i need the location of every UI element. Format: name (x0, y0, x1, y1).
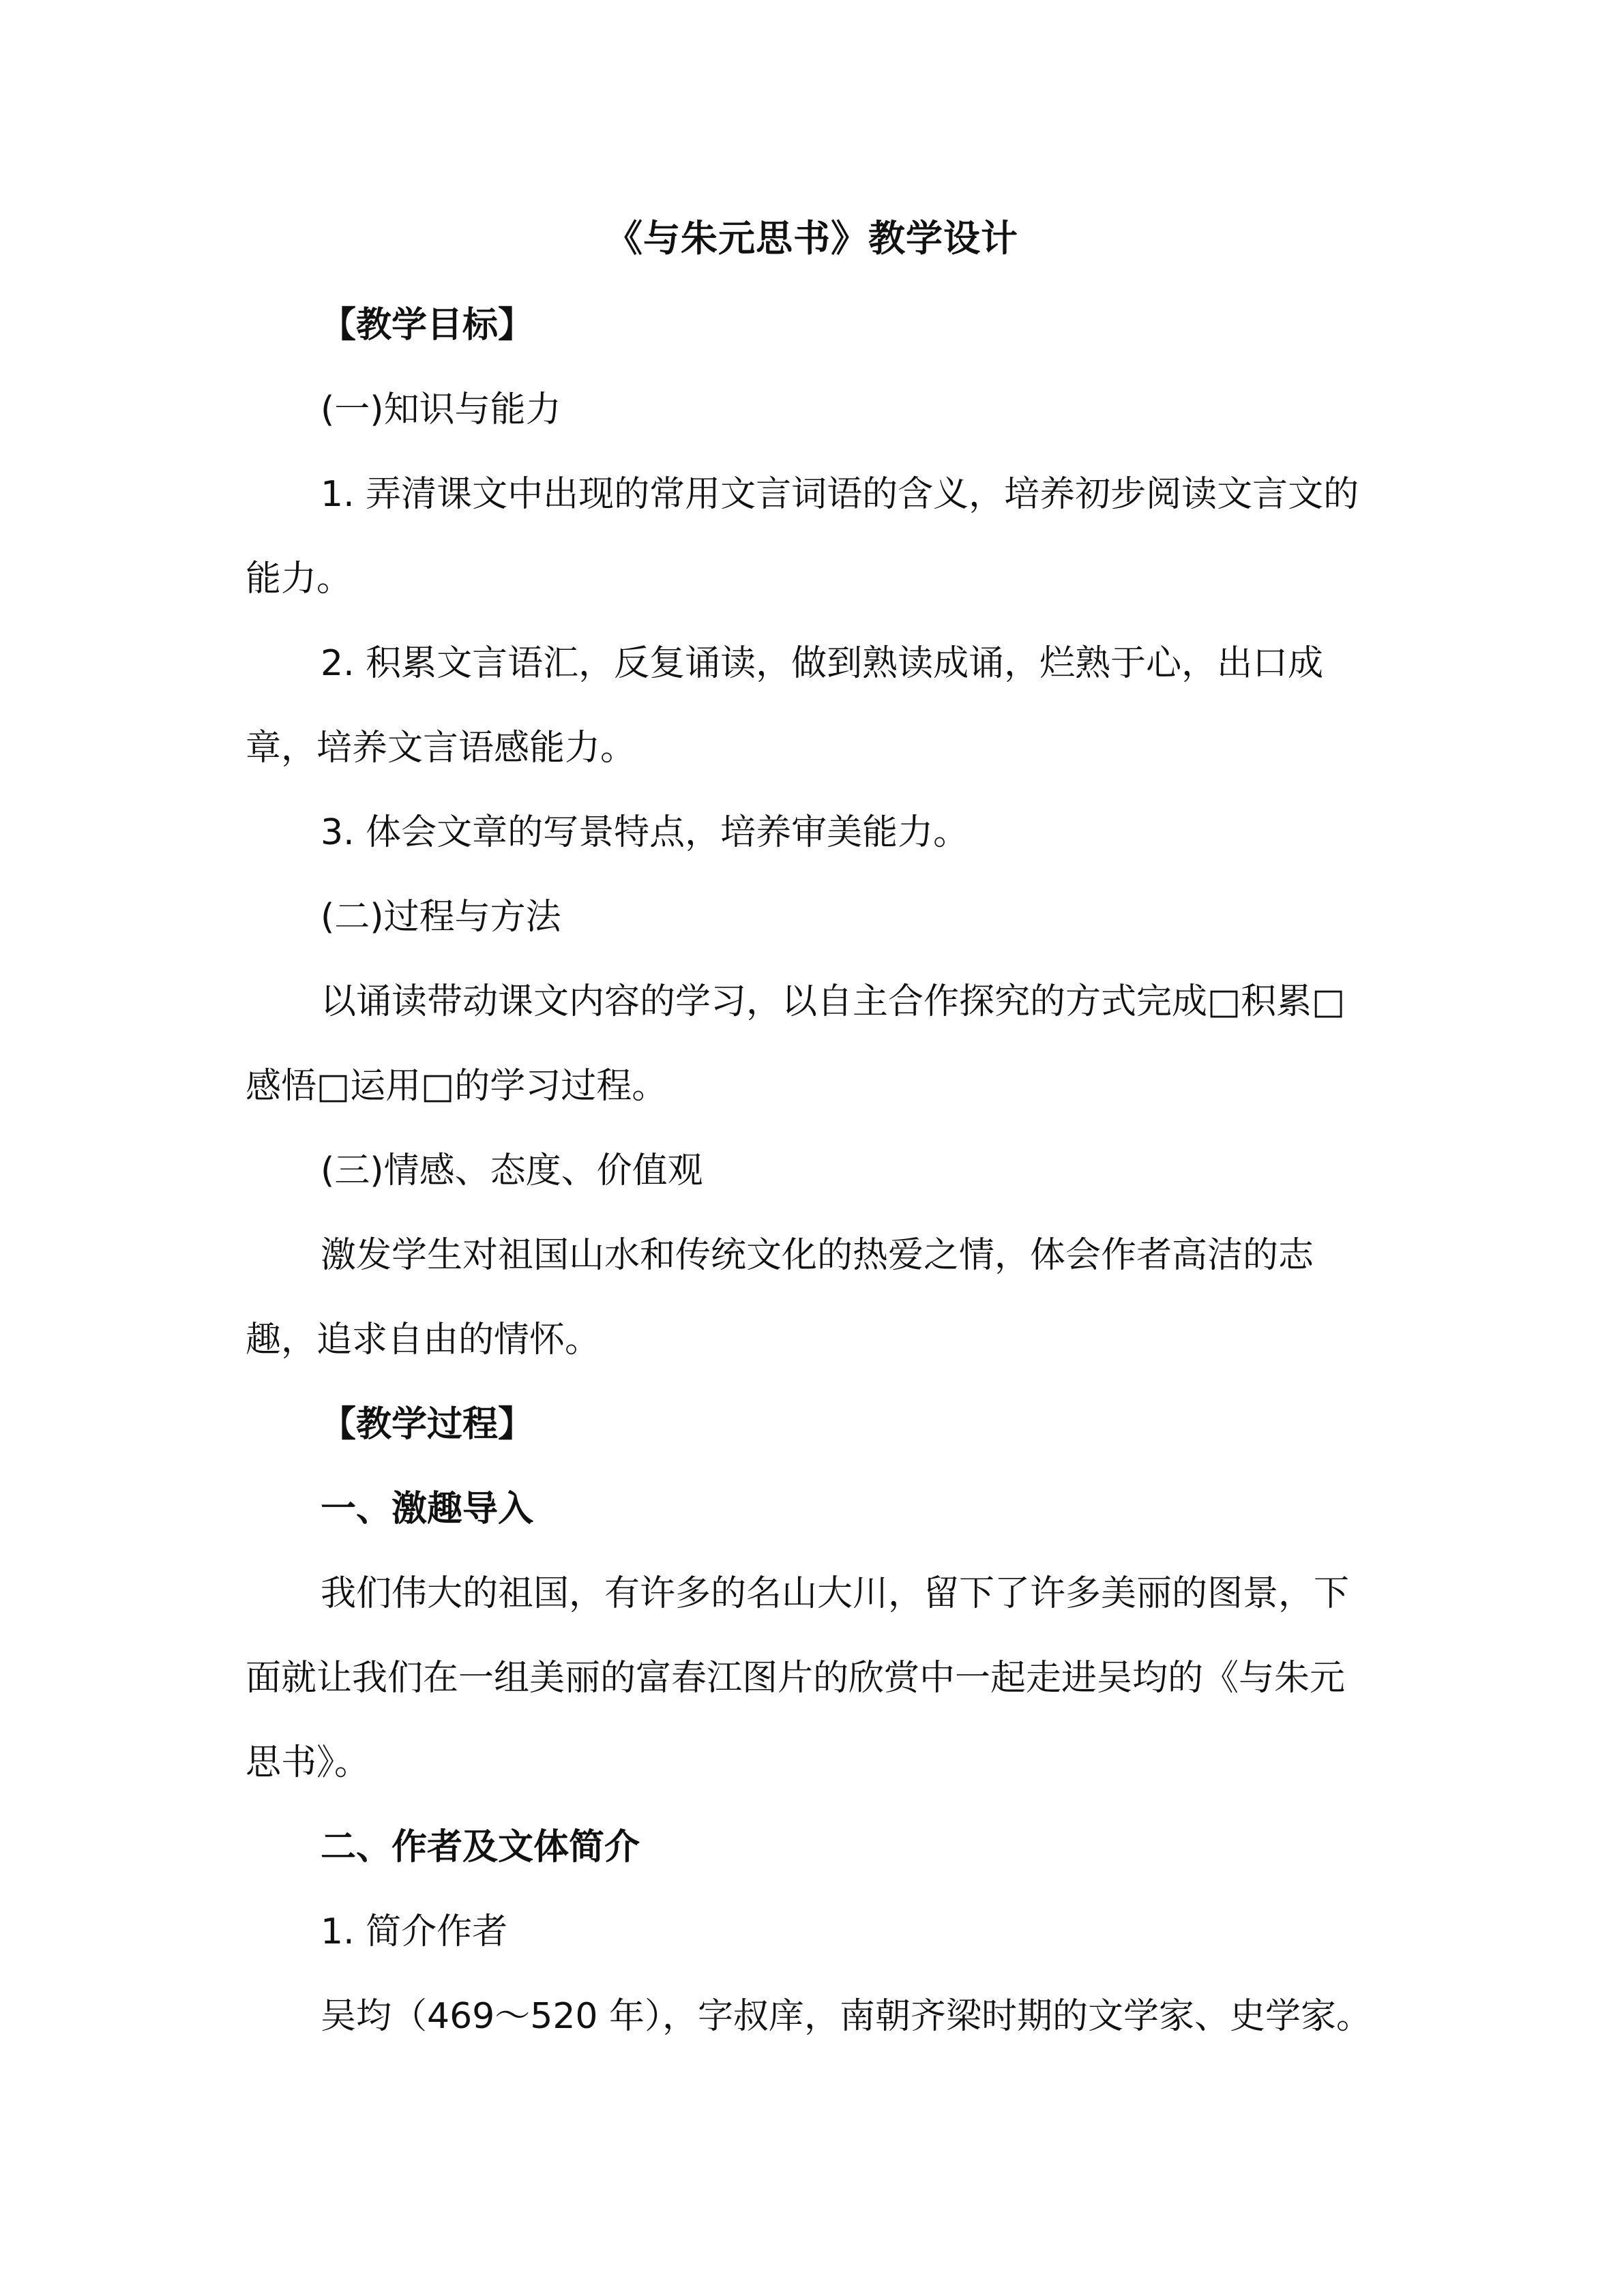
process-method-text: 以诵读带动课文内容的学习，以自主合作探究的方式完成□积累□感悟□运用□的学习过程。 (246, 981, 1346, 1107)
section-heading-teaching-process: 【教学过程】 (321, 1404, 534, 1445)
introduction-text: 我们伟大的祖国，有许多的名山大川，留下了许多美丽的图景，下面就让我们在一组美丽的富春江图片的欣赏中一起走进吴均的《与朱元思书》。 (246, 1573, 1350, 1783)
subheading-knowledge-ability: (一)知识与能力 (321, 389, 561, 430)
subheading-author-intro: 1. 简介作者 (321, 1911, 508, 1952)
document-title: 《与朱元思书》教学设计 (606, 217, 1018, 260)
step-heading-author-genre: 二、作者及文体简介 (321, 1827, 640, 1868)
subheading-process-method: (二)过程与方法 (321, 897, 561, 938)
goal-item-3: 3. 体会文章的写景特点，培养审美能力。 (321, 812, 969, 853)
subheading-emotion-attitude-values: (三)情感、态度、价值观 (321, 1150, 703, 1191)
goal-item-1: 1. 弄清课文中出现的常用文言词语的含义，培养初步阅读文言文的能力。 (246, 474, 1359, 599)
emotion-text: 激发学生对祖国山水和传统文化的热爱之情，体会作者高洁的志趣，追求自由的情怀。 (246, 1235, 1314, 1360)
step-heading-introduction: 一、激趣导入 (321, 1489, 534, 1530)
author-intro-text: 吴均（469～520 年），字叔庠，南朝齐梁时期的文学家、史学家。 (321, 1996, 1372, 2037)
goal-item-2: 2. 积累文言语汇，反复诵读，做到熟读成诵，烂熟于心，出口成章，培养文言语感能力。 (246, 643, 1324, 769)
section-heading-teaching-goals: 【教学目标】 (321, 305, 534, 346)
